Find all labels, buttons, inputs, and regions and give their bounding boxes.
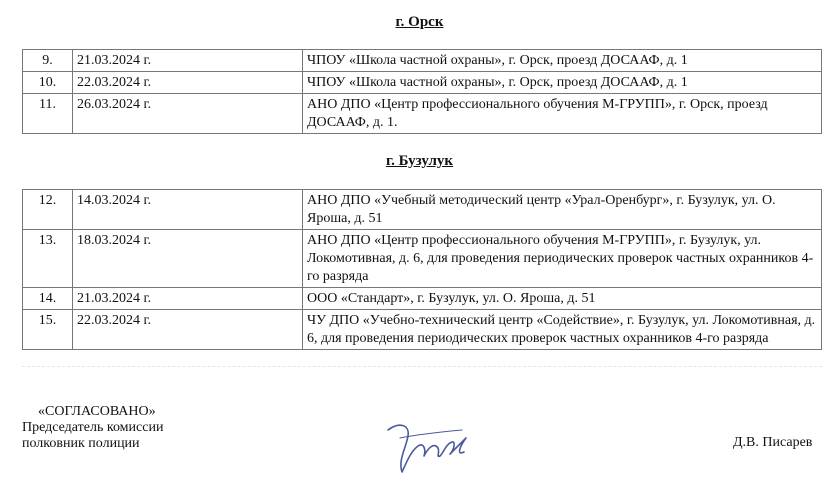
section-title-orsk: г. Орск	[395, 14, 444, 30]
approval-position: Председатель комиссии	[22, 420, 164, 435]
handwritten-signature	[380, 412, 480, 482]
row-place: АНО ДПО «Центр профессионального обучения М-ГРУПП», г. Бузулук, ул. Локомотивная, д. 6, для проведения периодических проверок частных охранников 4-го разряда	[303, 230, 822, 288]
signer-name: Д.В. Писарев	[733, 435, 813, 450]
row-number: 12.	[23, 190, 73, 230]
row-date: 26.03.2024 г.	[73, 94, 303, 134]
row-number: 11.	[23, 94, 73, 134]
faint-divider	[22, 366, 822, 367]
table-row	[23, 72, 822, 94]
row-number: 9.	[23, 50, 73, 72]
row-place: АНО ДПО «Центр профессионального обучения М-ГРУПП», г. Орск, проезд ДОСААФ, д. 1.	[303, 94, 822, 134]
table-row	[23, 190, 822, 230]
table-buzuluk	[22, 189, 822, 350]
table-row	[23, 230, 822, 288]
approval-label: «СОГЛАСОВАНО»	[38, 404, 156, 419]
approval-rank: полковник полиции	[22, 436, 140, 451]
row-date: 22.03.2024 г.	[73, 72, 303, 94]
row-place: ЧПОУ «Школа частной охраны», г. Орск, проезд ДОСААФ, д. 1	[303, 72, 822, 94]
row-date: 21.03.2024 г.	[73, 288, 303, 310]
row-number: 14.	[23, 288, 73, 310]
row-date: 21.03.2024 г.	[73, 50, 303, 72]
row-place: АНО ДПО «Учебный методический центр «Урал-Оренбург», г. Бузулук, ул. О. Яроша, д. 51	[303, 190, 822, 230]
row-date: 14.03.2024 г.	[73, 190, 303, 230]
table-orsk	[22, 49, 822, 134]
table-row	[23, 310, 822, 350]
table-row	[23, 50, 822, 72]
approval-block	[22, 404, 163, 452]
section-title-buzuluk: г. Бузулук	[385, 153, 454, 169]
row-place: ЧПОУ «Школа частной охраны», г. Орск, проезд ДОСААФ, д. 1	[303, 50, 822, 72]
row-date: 22.03.2024 г.	[73, 310, 303, 350]
row-date: 18.03.2024 г.	[73, 230, 303, 288]
table-row	[23, 288, 822, 310]
table-row	[23, 94, 822, 134]
row-number: 10.	[23, 72, 73, 94]
row-number: 13.	[23, 230, 73, 288]
row-place: ООО «Стандарт», г. Бузулук, ул. О. Яроша, д. 51	[303, 288, 822, 310]
row-number: 15.	[23, 310, 73, 350]
row-place: ЧУ ДПО «Учебно-технический центр «Содействие», г. Бузулук, ул. Локомотивная, д. 6, для проведения периодических проверок частных охранников 4-го разряда	[303, 310, 822, 350]
